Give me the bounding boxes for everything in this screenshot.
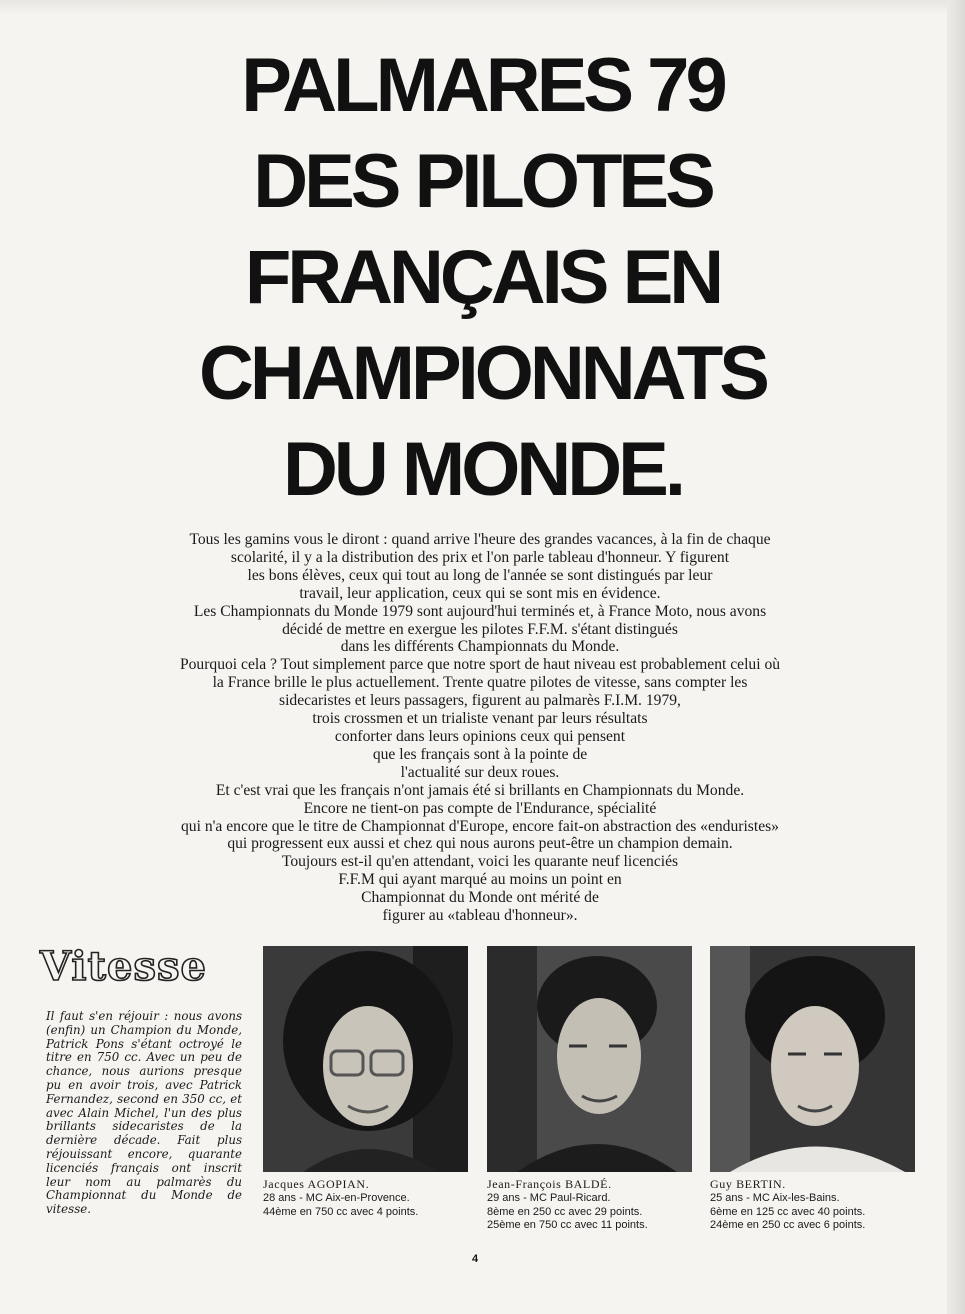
rider-result: 6ème en 125 cc avec 40 points. — [710, 1205, 866, 1218]
rider-result: 25ème en 750 cc avec 11 points. — [487, 1219, 648, 1231]
title-line: FRANÇAIS EN — [244, 235, 721, 320]
title-line: CHAMPIONNATS — [198, 331, 766, 416]
title-line: PALMARES 79 — [241, 43, 724, 128]
rider-name: Guy BERTIN. — [710, 1177, 786, 1191]
intro-line: l'actualité sur deux roues. — [400, 763, 560, 781]
rider-club: 29 ans - MC Paul-Ricard. — [487, 1192, 611, 1204]
rider-last-name: BALDÉ — [565, 1177, 609, 1191]
intro-line: que les français sont à la pointe de — [372, 745, 588, 763]
rider-last-name: AGOPIAN — [307, 1177, 366, 1191]
rider-name: Jean-François BALDÉ. — [487, 1177, 612, 1191]
intro-line: Toujours est-il qu'en attendant, voici les quarante neuf licenciés — [281, 853, 679, 871]
rider-result: 44ème en 750 cc avec 4 points. — [263, 1205, 419, 1218]
page-title — [60, 38, 905, 518]
intro-line: travail, leur application, ceux qui se sont mis en évidence. — [299, 584, 661, 602]
rider-name: Jacques AGOPIAN. — [263, 1177, 370, 1191]
intro-paragraph — [100, 531, 860, 925]
rider-club: 25 ans - MC Aix-les-Bains. — [710, 1192, 840, 1204]
intro-line: Et c'est vrai que les français n'ont jamais été si brillants en Championnats du Monde. — [215, 781, 745, 799]
title-line: DU MONDE. — [283, 427, 682, 512]
intro-line: sidecaristes et leurs passagers, figurent au palmarès F.I.M. 1979, — [279, 692, 681, 710]
rider-photo — [487, 946, 692, 1172]
intro-line: qui n'a encore que le titre de Championnat d'Europe, encore fait-on abstraction des «enduristes» — [181, 817, 779, 835]
intro-line: Championnat du Monde ont mérité de — [361, 889, 599, 907]
intro-line: qui progressent eux aussi et chez qui nous aurons peut-être un champion demain. — [227, 835, 733, 853]
intro-line: figurer au «tableau d'honneur». — [382, 907, 578, 925]
portrait-image — [487, 946, 692, 1172]
rider-first-name: Jacques — [263, 1177, 305, 1191]
vitesse-paragraph: Il faut s'en réjouir : nous avons (enfin) un Champion du Monde, Patrick Pons s'étant octroyé le titre en 750 cc. Avec un peu de chance, nous aurions presque pu en avoir trois, avec Patrick Fernandez, second en 350 cc, et avec Alain Michel, l'un des plus brillants sidecaristes de la dernière décade. Fait plus réjouissant encore, quarante licenciés français ont inscrit leur nom au palmarès du Championnat du Monde de vitesse. — [46, 1009, 242, 1217]
portrait-image — [263, 946, 468, 1172]
rider-club: 28 ans - MC Aix-en-Provence. — [263, 1192, 410, 1204]
intro-line: Encore ne tient-on pas compte de l'Endurance, spécialité — [303, 799, 657, 817]
intro-line: dans les différents Championnats du Monde. — [340, 638, 620, 656]
intro-line: Pourquoi cela ? Tout simplement parce que notre sport de haut niveau est probablement celui où — [179, 656, 781, 674]
intro-line: F.F.M qui ayant marqué au moins un point en — [338, 871, 622, 889]
rider-photo — [263, 946, 468, 1172]
rider-result: 24ème en 250 cc avec 6 points. — [710, 1219, 866, 1231]
rider-card — [487, 946, 692, 1233]
rider-result: 8ème en 250 cc avec 29 points. — [487, 1205, 643, 1218]
intro-line: trois crossmen et un trialiste venant par leurs résultats — [312, 710, 648, 728]
portrait-image — [710, 946, 915, 1172]
intro-line: Tous les gamins vous le diront : quand arrive l'heure des grandes vacances, à la fin de chaque — [189, 531, 771, 548]
intro-line: la France brille le plus actuellement. Trente quatre pilotes de vitesse, sans compter les — [212, 674, 748, 692]
title-line: DES PILOTES — [253, 139, 712, 224]
rider-last-name: BERTIN — [736, 1177, 783, 1191]
rider-card — [710, 946, 915, 1233]
intro-line: conforter dans leurs opinions ceux qui pensent — [334, 727, 626, 745]
intro-line: les bons élèves, ceux qui tout au long de l'année se sont distingués par leur — [247, 566, 713, 584]
intro-line: Les Championnats du Monde 1979 sont aujourd'hui terminés et, à France Moto, nous avons — [193, 602, 767, 620]
intro-line: décidé de mettre en exergue les pilotes F.F.M. s'étant distingués — [282, 620, 678, 638]
section-heading-vitesse: Vitesse — [40, 943, 207, 990]
page-right-edge — [947, 0, 965, 1314]
rider-photo — [710, 946, 915, 1172]
rider-first-name: Guy — [710, 1177, 733, 1191]
page-top-shadow — [0, 0, 965, 14]
intro-line: scolarité, il y a la distribution des prix et l'on parle tableau d'honneur. Y figurent — [230, 548, 730, 566]
page-number: 4 — [472, 1253, 479, 1265]
rider-first-name: Jean-François — [487, 1177, 562, 1191]
rider-card — [263, 946, 468, 1219]
